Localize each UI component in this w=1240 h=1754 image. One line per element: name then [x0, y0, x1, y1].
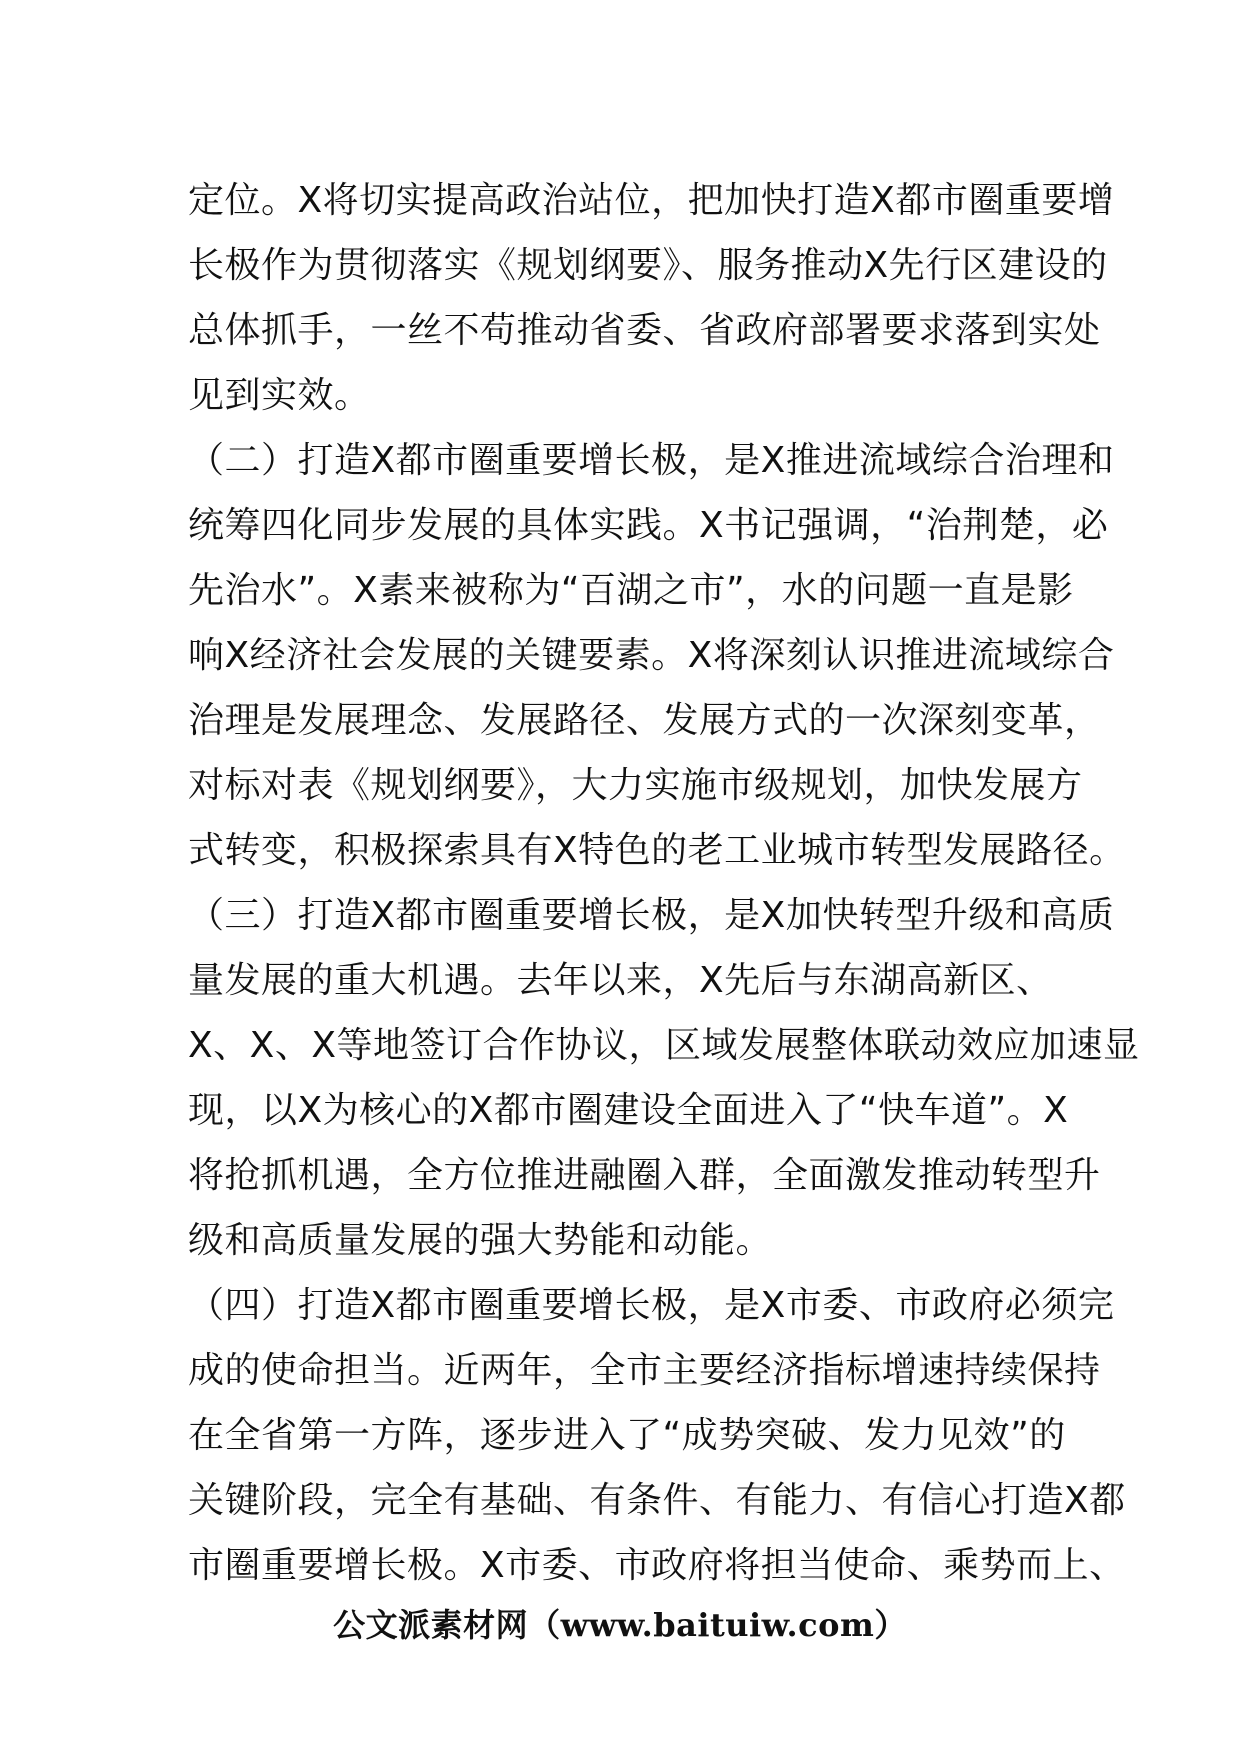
text-line: 级和高质量发展的强大势能和动能。 [188, 1220, 773, 1261]
text-line: 式转变，积极探索具有X特色的老工业城市转型发展路径。 [188, 830, 1126, 871]
text-line: （二）打造X都市圈重要增长极，是X推进流域综合治理和 [188, 440, 1115, 481]
document-body [188, 168, 1140, 1598]
text-line: 定位。X将切实提高政治站位，把加快打造X都市圈重要增 [188, 180, 1115, 221]
text-line: 成的使命担当。近两年，全市主要经济指标增速持续保持 [188, 1350, 1101, 1391]
text-line: 将抢抓机遇，全方位推进融圈入群，全面激发推动转型升 [188, 1155, 1101, 1196]
text-line: 统筹四化同步发展的具体实践。X书记强调，“治荆楚，必 [188, 505, 1109, 546]
text-line: 对标对表《规划纲要》，大力实施市级规划，加快发展方 [188, 765, 1083, 806]
text-line: 长极作为贯彻落实《规划纲要》、服务推动X先行区建设的 [188, 245, 1108, 286]
text-line: 市圈重要增长极。X市委、市政府将担当使命、乘势而上、 [188, 1545, 1126, 1586]
text-line: 在全省第一方阵，逐步进入了“成势突破、发力见效”的 [188, 1415, 1066, 1456]
text-line: 响X经济社会发展的关键要素。X将深刻认识推进流域综合 [188, 635, 1115, 676]
text-line: 关键阶段，完全有基础、有条件、有能力、有信心打造X都 [188, 1480, 1126, 1521]
text-line: 见到实效。 [188, 375, 371, 416]
text-line: 现，以X为核心的X都市圈建设全面进入了“快车道”。X [188, 1090, 1069, 1131]
text-line: （四）打造X都市圈重要增长极，是X市委、市政府必须完 [188, 1285, 1115, 1326]
text-line: （三）打造X都市圈重要增长极，是X加快转型升级和高质 [188, 895, 1115, 936]
text-line: 先治水”。X素来被称为“百湖之市”，水的问题一直是影 [188, 570, 1074, 611]
text-line: 量发展的重大机遇。去年以来，X先后与东湖高新区、 [188, 960, 1053, 1001]
text-line: X、X、X等地签订合作协议，区域发展整体联动效应加速显 [188, 1025, 1140, 1066]
footer-source: 公文派素材网（www.baituiw.com） [333, 1606, 907, 1644]
text-line: 总体抓手，一丝不苟推动省委、省政府部署要求落到实处 [188, 310, 1101, 351]
text-line: 治理是发展理念、发展路径、发展方式的一次深刻变革， [188, 700, 1101, 741]
